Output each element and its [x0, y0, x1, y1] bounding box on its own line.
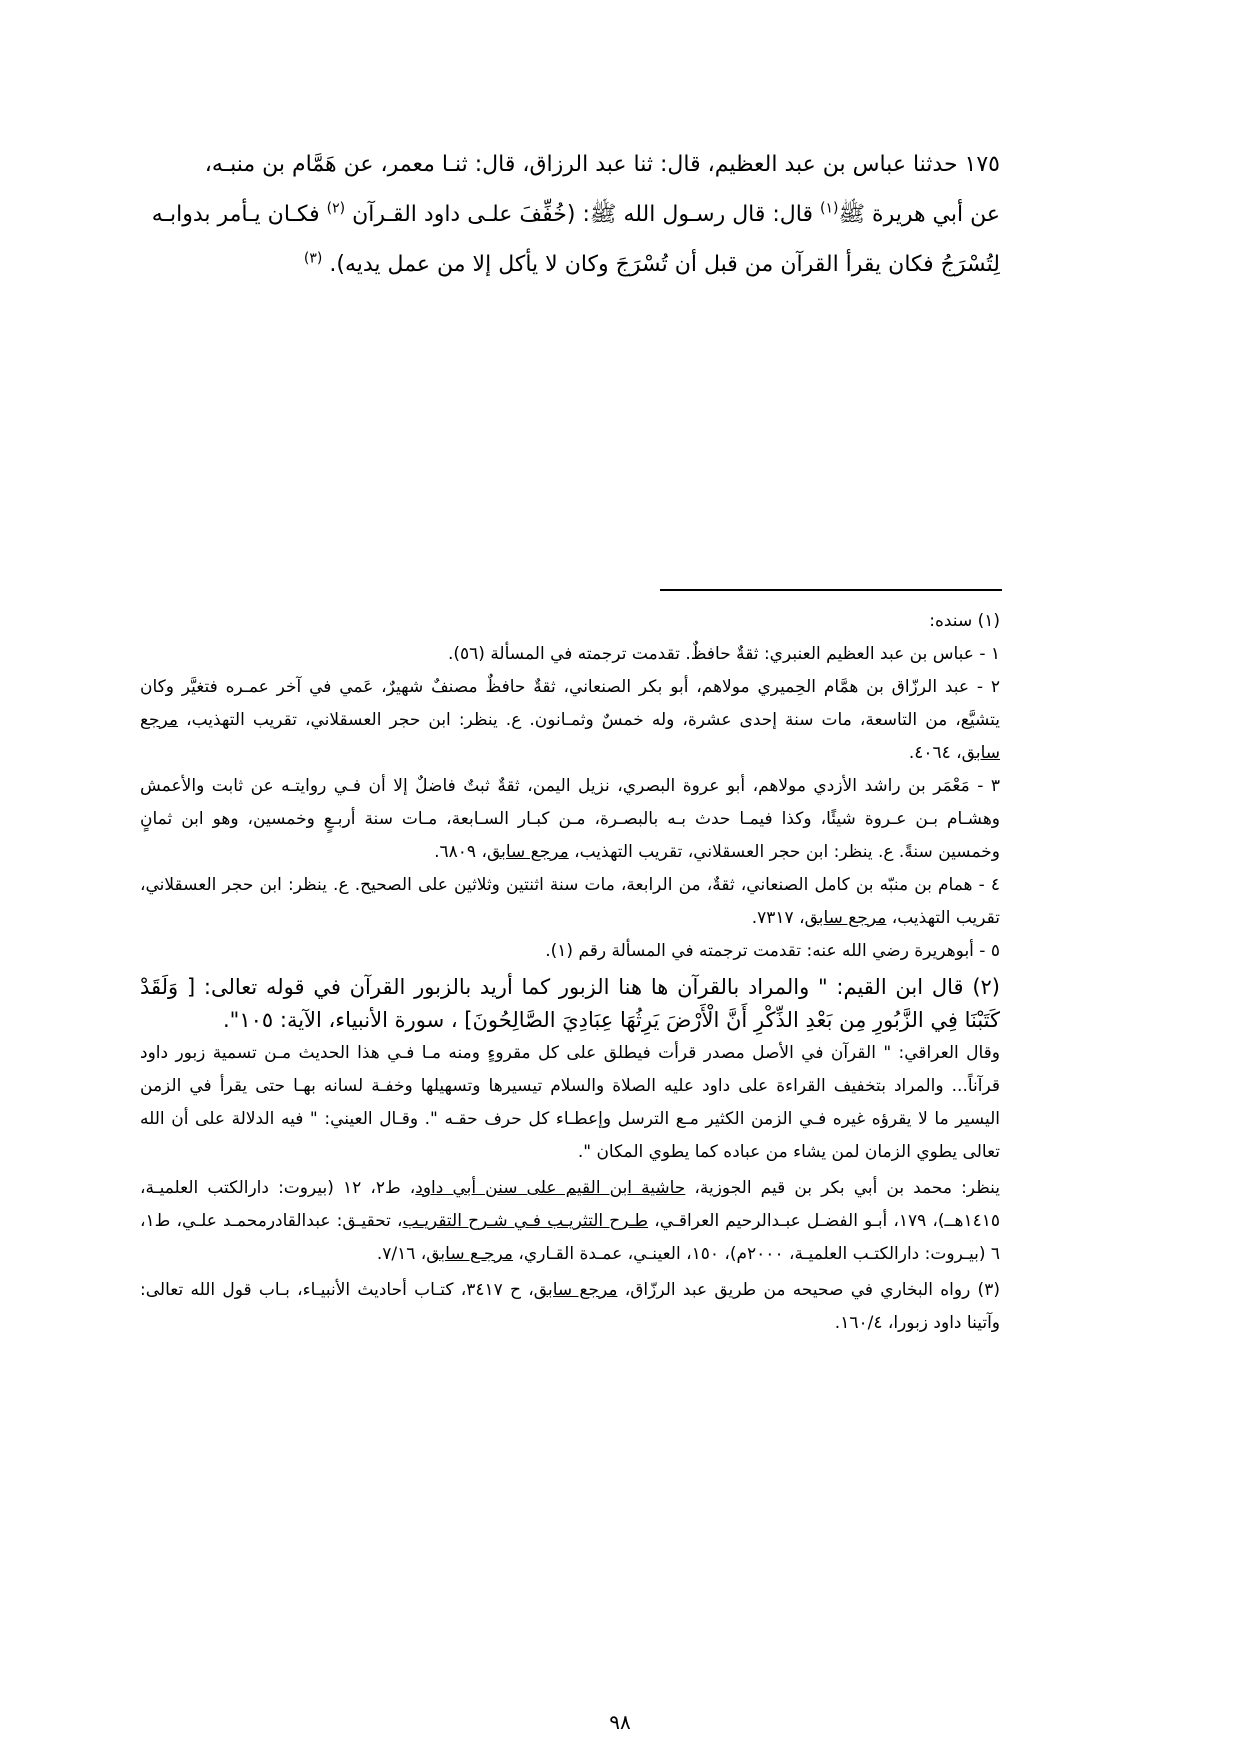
footnote-text: ، ٧٣١٧. [751, 908, 805, 928]
footnote-2-references [140, 1172, 1000, 1271]
footnote-2-para: (٢) قال ابن القيم: " والمراد بالقرآن ها هنا الزبور كما أريد بالزبور القرآن في قوله تعالى: [ وَلَقَدْ كَتَبْنَا فِي الزَّبُورِ مِن بَعْدِ الذِّكْرِ أَنَّ الْأَرْضَ يَرِثُهَا عِبَادِيَ الصَّالِحُونَ] ، سورة الأنبياء، الآية: ١٠٥". [140, 975, 1000, 1032]
footnote-text: ، ط٢، ١٢ (بيروت: دارالكتب العلميـة، ١٤١٥هــ)، ١٧٩، أبـو الفضـل عبـدالرحيم العراقـي، [140, 1178, 1000, 1231]
footnote-text: ، ٦٨٠٩. [434, 842, 487, 862]
hadith-text: قال: قال رسـول الله ﷺ: (خُفِّفَ علـى داود القـرآن [345, 202, 820, 227]
hadith-line-3 [140, 240, 1000, 290]
footnote-1-item [140, 770, 1000, 869]
footnote-text: ، تحقيـق: عبدالقادرمحمـد علـي، ط١، ٦ (بيـروت: دارالكتـب العلميـة، ٢٠٠٠م)، ١٥٠، العينـي، عمـدة القـاري، [140, 1211, 1000, 1264]
footnotes [140, 605, 1000, 1340]
footnote-1-item [140, 869, 1000, 935]
hadith-text: فكـان يـأمر بدوابـه [151, 202, 327, 227]
footnote-text: ، ح ٣٤١٧، كتـاب أحاديث الأنبيـاء، بـاب قول الله تعالى: وآتينا داود زبورا، ١٦٠/٤. [140, 1280, 1000, 1333]
footnote-1-title: (١) سنده: [929, 611, 1000, 631]
hadith-line-1: ١٧٥ حدثنا عباس بن عبد العظيم، قال: ثنا عبد الرزاق، قال: ثنـا معمر، عن هَمَّام بن منبـه، [204, 152, 1000, 177]
footnote-text: ٣ - مَعْمَر بن راشد الأزدي مولاهم، أبو عروة البصري، نزيل اليمن، ثقةٌ ثبتٌ فاضلٌ إلا أن فـي روايتـه عن ثابت والأعمش وهشـام بـن عـروة شيئًا، وكذا فيمـا حدث بـه بالبصـرة، مـن كبـار السـابعة، مـات سنة أربـعٍ وخمسين، وهو ابن ثمانٍ وخمسين سنةً. ع. ينظر: ابن حجر العسقلاني، تقريب التهذيب، [140, 776, 1000, 862]
hadith-line-2 [140, 190, 1000, 240]
hadith-text: لِتُسْرَجُ فكان يقرأ القرآن من قبل أن تُسْرَجَ وكان لا يأكل إلا من عمل يديه). [322, 252, 1000, 277]
footnote-2-para: وقال العراقي: " القرآن في الأصل مصدر قرأت فيطلق على كل مقروءٍ ومنه مـا فـي هذا الحديث مـن تسمية زبور داود قرآناً... والمراد بتخفيف القراءة على داود عليه الصلاة والسلام تيسيرها وتسهيلها وخفـة لسانه بهـا حتى يقرأ في الزمن اليسير ما لا يقرؤه غيره فـي الزمن الكثير مـع الترسل وإعطـاء كل حرف حقـه ". وقـال العيني: " فيه الدلالة على أن الله تعالى يطوي الزمان لمن يشاء من عباده كما يطوي المكان ". [140, 1043, 1000, 1162]
footnote-ref-3[interactable]: (٣) [303, 250, 323, 267]
reference-link: مرجـع سابق [426, 1244, 514, 1264]
footnote-3 [140, 1274, 1000, 1340]
footnote-1-item [140, 671, 1000, 770]
hadith-text: عن أبي هريرة ﷺ [838, 202, 1000, 227]
main-text [140, 140, 1000, 290]
footnote-text: (٣) رواه البخاري في صحيحه من طريق عبد الرزّاق، [617, 1280, 1000, 1300]
page-number: ٩٨ [609, 1710, 631, 1734]
footnote-text: ٢ - عبد الرزّاق بن همَّام الحِميري مولاهم، أبو بكر الصنعاني، ثقةٌ حافظٌ مصنفٌ شهيرٌ، عَمي في آخر عمـره فتغيَّر وكان يتشيَّع، من التاسعة، مات سنة إحدى عشرة، وله خمسٌ وثمـانون. ع. ينظر: ابن حجر العسقلاني، تقريب التهذيب، [140, 677, 1000, 730]
footnote-text: ، ٤٠٦٤. [908, 743, 962, 763]
footnote-text: ٤ - همام بن منبّه بن كامل الصنعاني، ثقةٌ، من الرابعة، مات سنة اثنتين وثلاثين على الصحيح. ع. ينظر: ابن حجر العسقلاني، تقريب التهذيب، [140, 875, 1000, 928]
footnote-text: ، ٧/١٦. [376, 1244, 427, 1264]
footnote-ref-2[interactable]: (٢) [326, 200, 346, 217]
footnote-text: ينظر: محمد بن أبي بكر بن قيم الجوزية، [685, 1178, 1000, 1198]
reference-link: مرجع سابق [533, 1280, 618, 1300]
reference-link: مرجع سابق [140, 710, 1000, 763]
reference-link: مرجع سابق [804, 908, 887, 928]
reference-title: حاشية ابن القيم على سنن أبي داود [415, 1178, 686, 1198]
footnote-separator [660, 589, 1002, 591]
reference-link: مرجع سابق [486, 842, 569, 862]
footnote-ref-1[interactable]: (١) [820, 200, 839, 217]
reference-title: طـرح التثريـب فـي شـرح التقريـب [402, 1211, 649, 1231]
footnote-1-item: ٥ - أبوهريرة رضي الله عنه: تقدمت ترجمته في المسألة رقم (١). [545, 941, 1000, 961]
footnote-1-item: ١ - عباس بن عبد العظيم العنبري: ثقةٌ حافظٌ. تقدمت ترجمته في المسألة (٥٦). [447, 644, 1000, 664]
